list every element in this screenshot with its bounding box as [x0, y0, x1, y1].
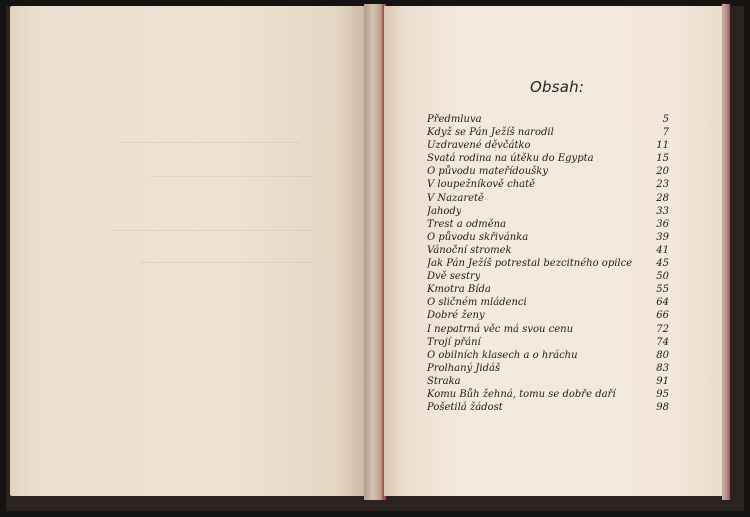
toc-entry-title: Vánoční stromek [427, 244, 512, 256]
toc-entry-page: 50 [656, 271, 669, 283]
toc-entry-title: O obilních klasech a o hráchu [427, 349, 578, 361]
toc-entry [427, 231, 669, 244]
toc-entry-title: Trojí přání [427, 336, 481, 348]
toc-entry [427, 401, 669, 414]
toc-entry-title: V loupežníkově chatě [427, 179, 536, 191]
toc-entry-title: Prolhaný Jidáš [427, 362, 501, 374]
toc-entry-page: 95 [656, 388, 669, 400]
toc-entry-title: Pošetilá žádost [427, 402, 503, 414]
toc-entry [427, 257, 669, 270]
toc-entry [427, 388, 669, 401]
toc-entry-page: 23 [656, 179, 669, 191]
toc-entry [427, 283, 669, 296]
toc-entry-page: 20 [656, 166, 669, 178]
toc-entry [427, 296, 669, 309]
show-through-line [140, 262, 310, 263]
toc-entry [427, 126, 669, 139]
toc-entry-title: Komu Bůh žehná, tomu se dobře daří [427, 388, 616, 400]
toc-entry [427, 165, 669, 178]
toc-title: Obsah: [530, 78, 585, 96]
toc-entry-title: O sličném mládenci [427, 297, 527, 309]
toc-entry-title: Svatá rodina na útěku do Egypta [427, 153, 594, 165]
toc-list [427, 113, 669, 414]
toc-entry-title: Jak Pán Ježíš potrestal bezcitného opilce [427, 258, 633, 270]
show-through-line [150, 176, 310, 177]
toc-entry [427, 152, 669, 165]
toc-entry-page: 33 [656, 205, 669, 217]
toc-entry-page: 91 [656, 375, 669, 387]
toc-entry [427, 205, 669, 218]
toc-entry-title: Straka [427, 375, 461, 387]
toc-entry-title: Předmluva [427, 114, 482, 125]
toc-entry [427, 362, 669, 375]
toc-entry-page: 64 [656, 297, 669, 309]
toc-entry-page: 15 [656, 153, 669, 165]
toc-entry-page: 7 [662, 127, 669, 139]
toc-entry-title: Dobré ženy [427, 310, 485, 322]
toc-entry [427, 244, 669, 257]
toc-entry [427, 218, 669, 231]
book-gutter [364, 4, 386, 500]
toc-entry-title: Trest a odměna [427, 218, 507, 230]
toc-entry-page: 72 [656, 323, 669, 335]
toc-entry-page: 28 [656, 192, 669, 204]
toc-entry [427, 323, 669, 336]
toc-entry-title: Uzdravené děvčátko [427, 140, 531, 152]
toc-entry-page: 39 [656, 231, 669, 243]
toc-entry-page: 11 [656, 140, 669, 152]
toc-entry [427, 375, 669, 388]
toc-entry-page: 55 [656, 284, 669, 296]
toc-entry-page: 5 [662, 114, 669, 125]
show-through-line [110, 230, 310, 231]
toc-entry-title: Dvě sestry [427, 271, 481, 283]
toc-entry-page: 45 [656, 258, 669, 270]
toc-entry-page: 41 [656, 244, 669, 256]
toc-entry-title: V Nazaretě [427, 192, 484, 204]
toc-entry [427, 139, 669, 152]
toc-entry-title: O původu skřivánka [427, 231, 529, 243]
toc-entry-title: Když se Pán Ježíš narodil [427, 127, 554, 139]
left-page-blank [10, 6, 365, 496]
toc-entry [427, 192, 669, 205]
toc-entry-page: 36 [656, 218, 669, 230]
toc-entry [427, 336, 669, 349]
toc-entry [427, 113, 669, 126]
show-through-line [120, 142, 300, 143]
toc-entry-title: I nepatrná věc má svou cenu [427, 323, 574, 335]
toc-entry [427, 178, 669, 191]
toc-entry-title: O původu mateřídoušky [427, 166, 548, 178]
toc-entry [427, 270, 669, 283]
toc-entry [427, 349, 669, 362]
toc-entry-page: 80 [656, 349, 669, 361]
toc-entry-title: Jahody [427, 205, 462, 217]
toc-entry-title: Kmotra Bída [427, 284, 491, 296]
toc-entry-page: 74 [656, 336, 669, 348]
toc-entry-page: 83 [656, 362, 669, 374]
book-cover-edge [722, 4, 730, 500]
toc-entry [427, 309, 669, 322]
toc-entry-page: 66 [656, 310, 669, 322]
toc-entry-page: 98 [656, 402, 669, 414]
